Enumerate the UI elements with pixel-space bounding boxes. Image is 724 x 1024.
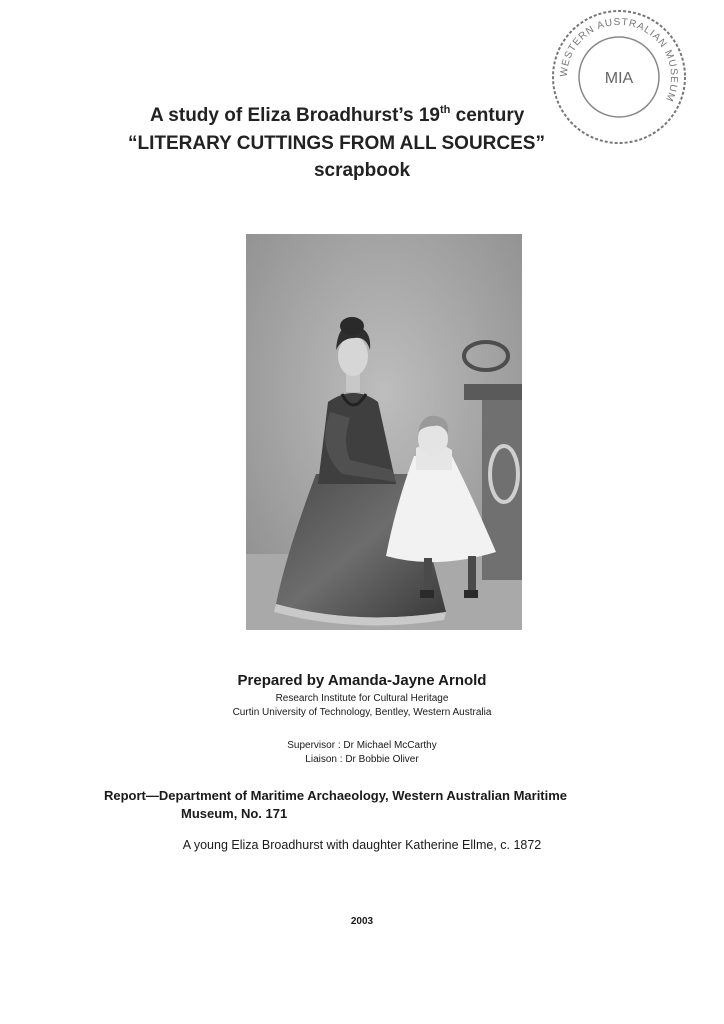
supervisor-line: Supervisor : Dr Michael McCarthy [287, 740, 437, 751]
institute-line: Research Institute for Cultural Heritage [275, 693, 449, 704]
report-line-1: Report—Department of Maritime Archaeology, Western Australian Maritime [104, 788, 568, 803]
svg-text:WESTERN AUSTRALIAN MUSEUM [559, 17, 679, 104]
title-line-1 [150, 103, 590, 129]
liaison-line: Liaison : Dr Bobbie Oliver [305, 754, 419, 765]
title-line-2: “LITERARY CUTTINGS FROM ALL SOURCES” [128, 133, 545, 154]
portrait-photo [246, 234, 522, 630]
stamp-ring-text: WESTERN AUSTRALIAN MUSEUM [558, 16, 680, 104]
title-line-3: scrapbook [313, 160, 411, 181]
report-line-2: Museum, No. 171 [181, 806, 288, 821]
university-line: Curtin University of Technology, Bentley, Western Australia [232, 707, 492, 718]
author-line: Prepared by Amanda-Jayne Arnold [237, 672, 487, 689]
photo-caption: A young Eliza Broadhurst with daughter Katherine Ellme, c. 1872 [182, 838, 542, 852]
title-line-1-main: A study of Eliza Broadhurst’s 19 [150, 105, 440, 126]
title-line-1-superscript: th [439, 104, 451, 116]
title-line-1-end: century [450, 105, 525, 126]
stamp-center-text: MIA [604, 70, 634, 87]
publication-year: 2003 [350, 916, 374, 927]
